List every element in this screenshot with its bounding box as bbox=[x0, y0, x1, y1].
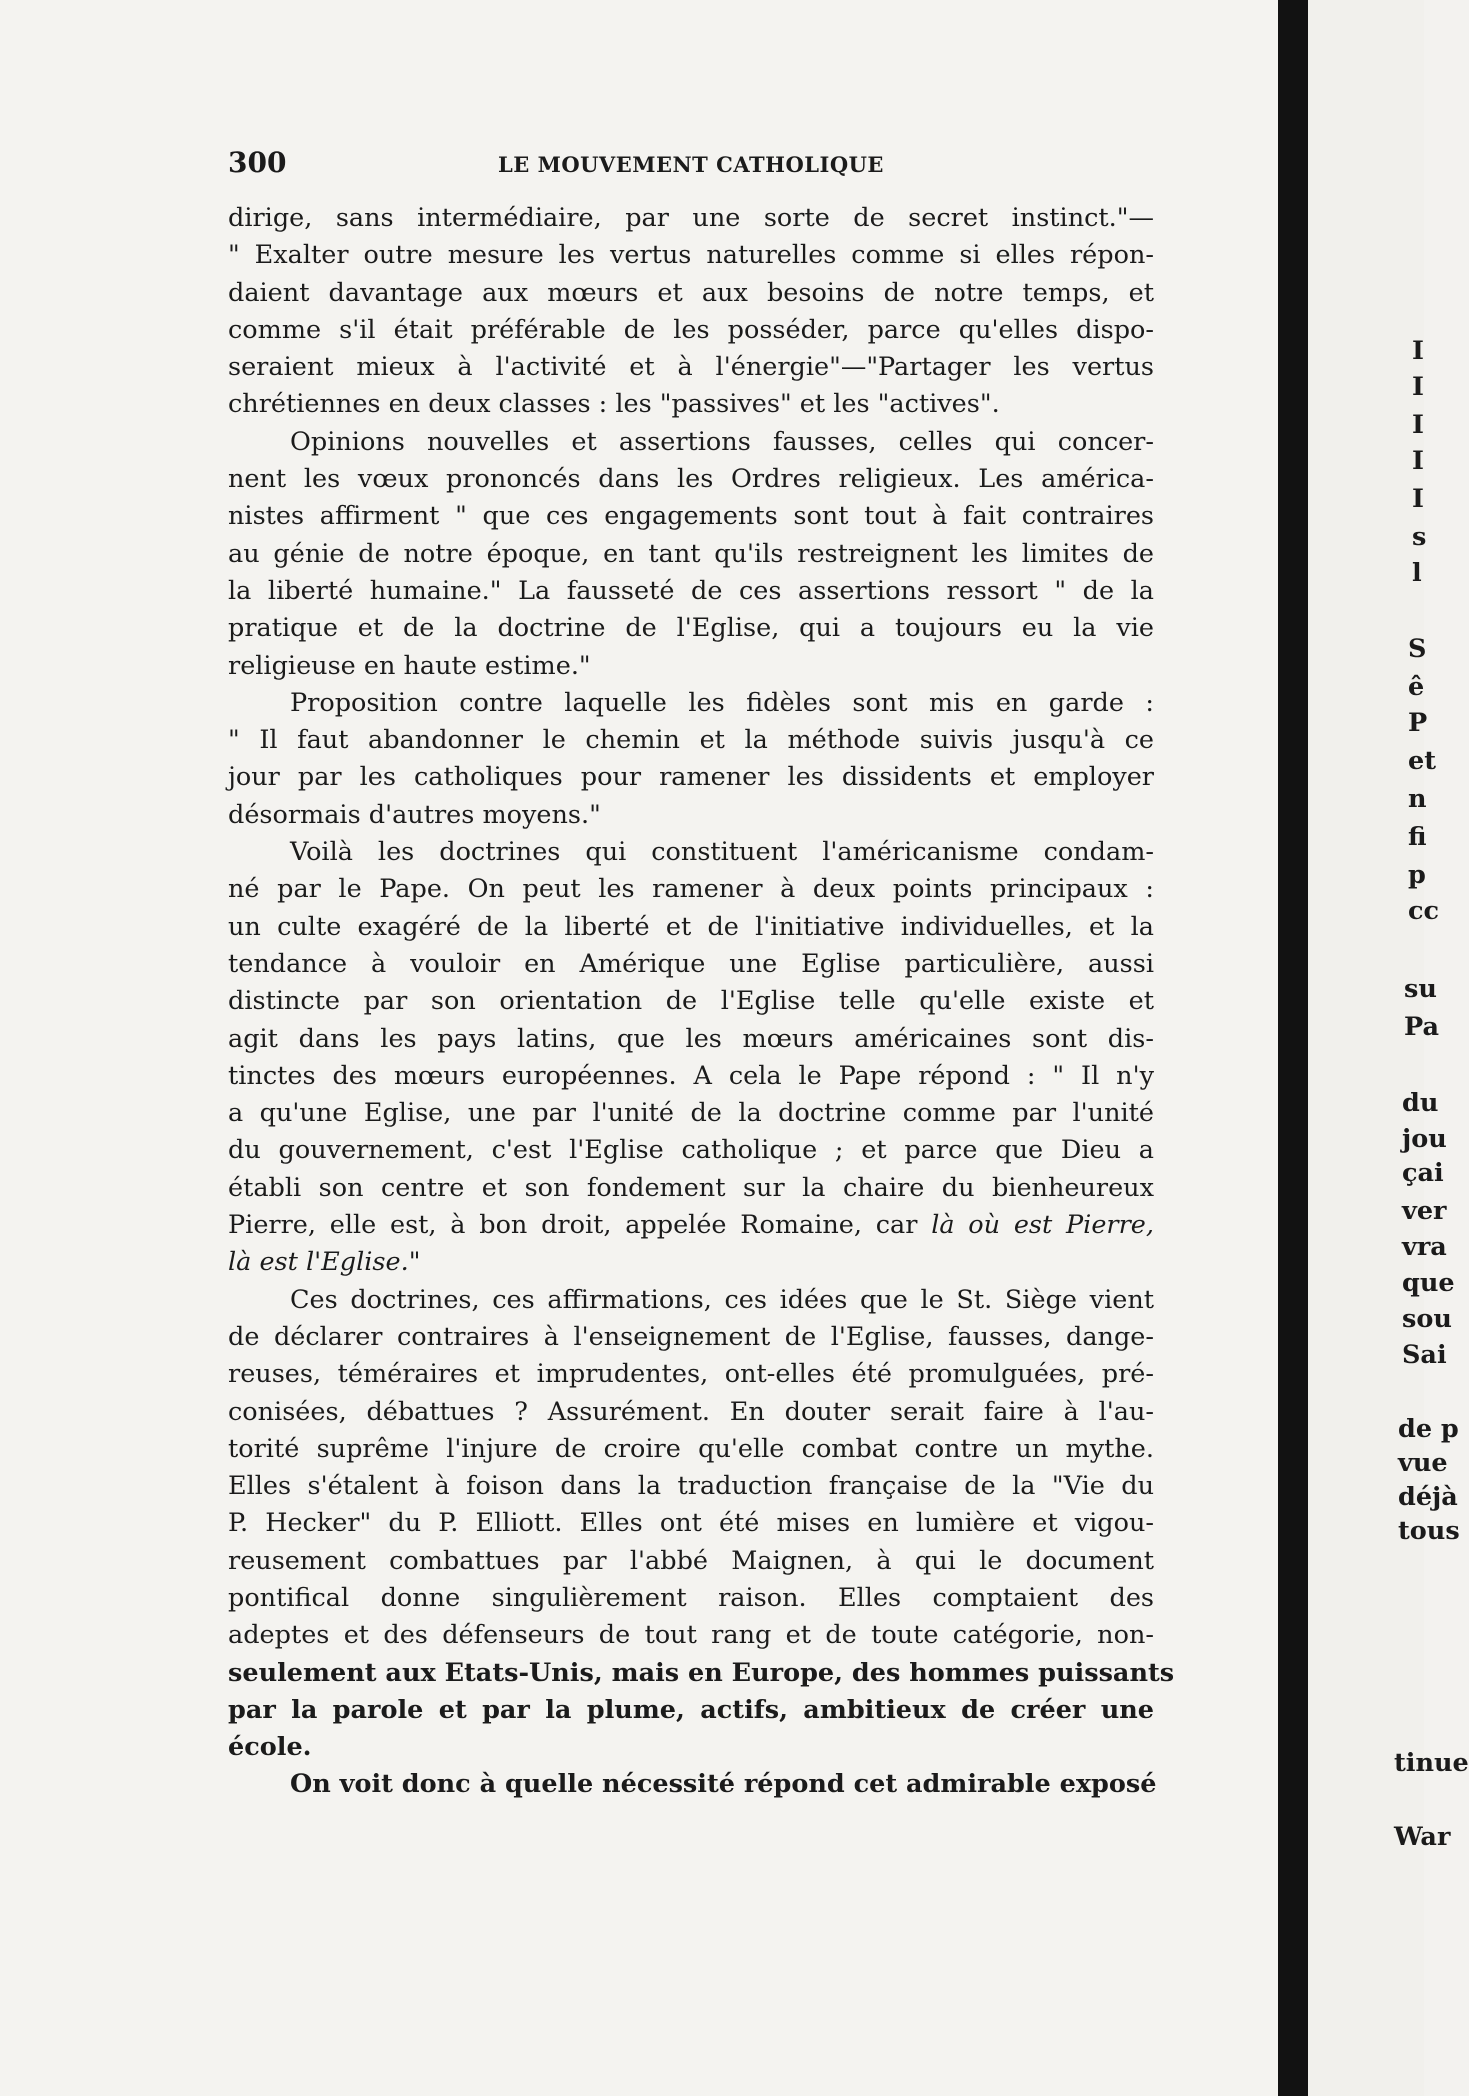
text-line: reuses, téméraires et imprudentes, ont-elles été promulguées, pré- bbox=[228, 1359, 1154, 1390]
text-line: a qu'une Eglise, une par l'unité de la doctrine comme par l'unité bbox=[228, 1098, 1154, 1129]
text-line: au génie de notre époque, en tant qu'ils restreignent les limites de bbox=[228, 538, 1154, 569]
fragment: P bbox=[1408, 708, 1428, 738]
fragment: I bbox=[1412, 484, 1424, 514]
fragment: tinue bbox=[1394, 1748, 1469, 1778]
text-line: nent les vœux prononcés dans les Ordres religieux. Les américa- bbox=[228, 464, 1154, 495]
italic-run: là où est Pierre, bbox=[931, 1210, 1155, 1241]
text-line: adeptes et des défenseurs de tout rang et de toute catégorie, non- bbox=[228, 1620, 1154, 1651]
text-line: de déclarer contraires à l'enseignement de l'Eglise, fausses, dange- bbox=[228, 1321, 1154, 1352]
fragment: S bbox=[1408, 634, 1427, 664]
text-line: Ces doctrines, ces affirmations, ces idées que le St. Siège vient bbox=[290, 1284, 1154, 1315]
text-line: par la parole et par la plume, actifs, ambitieux de créer une bbox=[228, 1694, 1154, 1725]
text-line: conisées, débattues ? Assurément. En douter serait faire à l'au- bbox=[228, 1396, 1154, 1427]
text-line: pratique et de la doctrine de l'Eglise, qui a toujours eu la vie bbox=[228, 613, 1154, 644]
text-line: né par le Pape. On peut les ramener à deux points principaux : bbox=[228, 874, 1154, 905]
page-header bbox=[228, 146, 1154, 186]
fragment: jou bbox=[1402, 1124, 1447, 1154]
text-line: école. bbox=[228, 1732, 312, 1763]
body-text bbox=[228, 200, 1175, 1804]
fragment: I bbox=[1412, 336, 1424, 366]
fragment: ver bbox=[1402, 1196, 1447, 1226]
text-line: torité suprême l'injure de croire qu'elle combat contre un mythe. bbox=[228, 1433, 1154, 1464]
text-line: seulement aux Etats-Unis, mais en Europe, des hommes puissants bbox=[228, 1657, 1175, 1688]
binding-gutter bbox=[1278, 0, 1308, 2096]
text-line: Opinions nouvelles et assertions fausses, celles qui concer- bbox=[290, 426, 1154, 457]
text-line-mixed bbox=[228, 1207, 1154, 1244]
text-line: On voit donc à quelle nécessité répond cet admirable exposé bbox=[290, 1769, 1157, 1800]
fragment: n bbox=[1408, 784, 1427, 814]
fragment: I bbox=[1412, 446, 1424, 476]
text-line: chrétiennes en deux classes : les "passives" et les "actives". bbox=[228, 389, 1000, 420]
text-line: tendance à vouloir en Amérique une Eglise particulière, aussi bbox=[228, 948, 1154, 979]
fragment: cc bbox=[1408, 896, 1440, 926]
text-line: P. Hecker" du P. Elliott. Elles ont été mises en lumière et vigou- bbox=[228, 1508, 1154, 1539]
fragment: çai bbox=[1402, 1158, 1444, 1188]
fragment: fi bbox=[1408, 822, 1427, 852]
text-line: jour par les catholiques pour ramener les dissidents et employer bbox=[228, 762, 1154, 793]
running-title: LE MOUVEMENT CATHOLIQUE bbox=[498, 152, 884, 177]
text-line: seraient mieux à l'activité et à l'énergie"—"Partager les vertus bbox=[228, 352, 1154, 383]
fragment: et bbox=[1408, 746, 1437, 776]
fragment: déjà bbox=[1398, 1482, 1458, 1512]
text-line: " Exalter outre mesure les vertus naturelles comme si elles répon- bbox=[228, 240, 1154, 271]
fragment: vue bbox=[1398, 1448, 1448, 1478]
italic-run: là est l'Eglise. bbox=[228, 1247, 409, 1278]
fragment: de p bbox=[1398, 1414, 1459, 1444]
text-line: pontifical donne singulièrement raison. Elles comptaient des bbox=[228, 1582, 1154, 1613]
fragment: tous bbox=[1398, 1516, 1460, 1546]
fragment: I bbox=[1412, 372, 1424, 402]
text-line: du gouvernement, c'est l'Eglise catholique ; et parce que Dieu a bbox=[228, 1135, 1154, 1166]
text-line: établi son centre et son fondement sur la chaire du bienheureux bbox=[228, 1172, 1154, 1203]
text-line: distincte par son orientation de l'Eglise telle qu'elle existe et bbox=[228, 986, 1154, 1017]
text-run: Pierre, elle est, à bon droit, appelée Romaine, car bbox=[228, 1210, 918, 1241]
text-line: Elles s'étalent à foison dans la traduction française de la "Vie du bbox=[228, 1471, 1154, 1502]
fragment: sou bbox=[1402, 1304, 1452, 1334]
fragment: l bbox=[1412, 558, 1422, 588]
text-line: dirige, sans intermédiaire, par une sorte de secret instinct."— bbox=[228, 203, 1154, 233]
fragment: s bbox=[1412, 522, 1427, 552]
fragment: Sai bbox=[1402, 1340, 1447, 1370]
fragment: p bbox=[1408, 860, 1426, 890]
text-run: " bbox=[408, 1247, 421, 1278]
text-line: Voilà les doctrines qui constituent l'américanisme condam- bbox=[290, 837, 1154, 868]
fragment: Pa bbox=[1404, 1012, 1440, 1042]
facing-page-edge bbox=[1308, 0, 1469, 2096]
text-line: désormais d'autres moyens." bbox=[228, 799, 601, 830]
fragment: War bbox=[1394, 1822, 1451, 1852]
text-line: Proposition contre laquelle les fidèles sont mis en garde : bbox=[290, 687, 1154, 718]
text-line: reusement combattues par l'abbé Maignen, à qui le document bbox=[228, 1545, 1154, 1576]
text-line: " Il faut abandonner le chemin et la méthode suivis jusqu'à ce bbox=[228, 725, 1154, 756]
text-line: daient davantage aux mœurs et aux besoins de notre temps, et bbox=[228, 277, 1154, 308]
fragment: ê bbox=[1408, 672, 1425, 702]
text-line: tinctes des mœurs européennes. A cela le Pape répond : " Il n'y bbox=[228, 1060, 1154, 1091]
page-number: 300 bbox=[228, 146, 287, 179]
text-line: religieuse en haute estime." bbox=[228, 650, 591, 681]
text-line: agit dans les pays latins, que les mœurs américaines sont dis- bbox=[228, 1023, 1154, 1054]
fragment: I bbox=[1412, 410, 1424, 440]
fragment: vra bbox=[1402, 1232, 1447, 1262]
text-line: comme s'il était préférable de les posséder, parce qu'elles dispo- bbox=[228, 314, 1154, 345]
fragment: que bbox=[1402, 1268, 1455, 1298]
text-line: nistes affirment " que ces engagements sont tout à fait contraires bbox=[228, 501, 1154, 532]
text-line: un culte exagéré de la liberté et de l'initiative individuelles, et la bbox=[228, 911, 1154, 942]
fragment: du bbox=[1402, 1088, 1439, 1118]
text-line: la liberté humaine." La fausseté de ces assertions ressort " de la bbox=[228, 575, 1154, 606]
text-line-mixed bbox=[228, 1244, 1154, 1281]
fragment: su bbox=[1404, 974, 1437, 1004]
